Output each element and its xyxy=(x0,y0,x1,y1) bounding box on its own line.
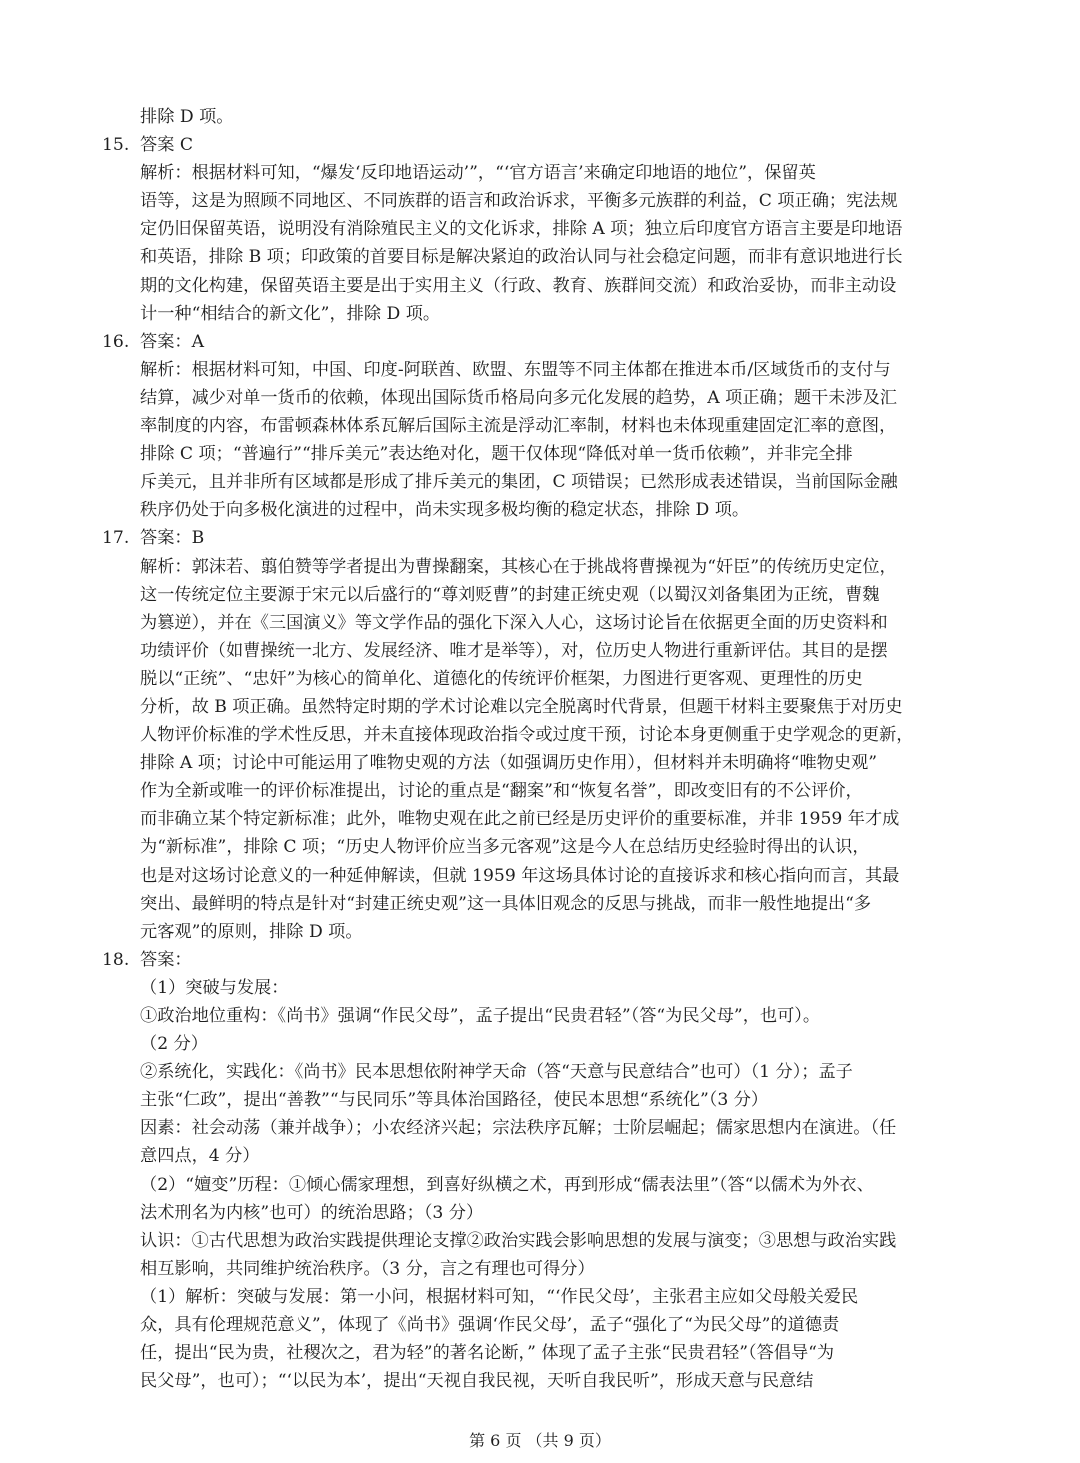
question-number: 18. xyxy=(102,949,130,970)
text-line xyxy=(102,1339,982,1367)
line-text: 解析：根据材料可知，中国、印度-阿联酋、欧盟、东盟等不同主体都在推进本币/区域货币的支付与 xyxy=(140,359,891,380)
line-text: 排除 A 项；讨论中可能运用了唯物史观的方法（如强调历史作用），但材料并未明确将“唯物史观” xyxy=(140,753,878,774)
line-text: 民父母”，也可）；“‘以民为本’，提出“天视自我民视，天听自我民听”，形成天意与民意结 xyxy=(140,1371,814,1392)
text-line xyxy=(102,468,982,496)
line-text: 斥美元，且并非所有区域都是形成了排斥美元的集团，C 项错误；已然形成表述错误，当前国际金融 xyxy=(140,472,898,493)
line-text: 任，提出“民为贵，社稷次之，君为轻”的著名论断，” 体现了孟子主张“民贵君轻”（答倡导“为 xyxy=(140,1343,835,1364)
line-text: 答案：B xyxy=(140,528,205,549)
line-text: 这一传统定位主要源于宋元以后盛行的“尊刘贬曹”的封建正统史观（以蜀汉刘备集团为正统，曹魏 xyxy=(140,584,880,605)
text-line xyxy=(102,1199,982,1227)
line-text: 定仍旧保留英语，说明没有消除殖民主义的文化诉求，排除 A 项；独立后印度官方语言主要是印地语 xyxy=(140,219,903,240)
line-text: 为篡逆），并在《三国演义》等文学作品的强化下深入人心，这场讨论旨在依据更全面的历史资料和 xyxy=(140,612,888,633)
line-text: 解析：郭沫若、翦伯赞等学者提出为曹操翻案，其核心在于挑战将曹操视为“奸臣”的传统历史定位， xyxy=(140,556,897,577)
line-text: 意四点，4 分） xyxy=(140,1146,260,1167)
text-line xyxy=(102,356,982,384)
line-text: 计一种“相结合的新文化”，排除 D 项。 xyxy=(140,303,441,324)
line-text: （1）解析：突破与发展：第一小问，根据材料可知，“‘作民父母’，主张君主应如父母般关爱民 xyxy=(140,1286,859,1307)
text-line xyxy=(102,1030,982,1058)
line-text: 答案： xyxy=(140,949,192,970)
text-line xyxy=(102,749,982,777)
line-text: 法术刑名为内核”也可）的统治思路；（3 分） xyxy=(140,1202,484,1223)
text-line xyxy=(102,1255,982,1283)
line-text: 相互影响，共同维护统治秩序。（3 分，言之有理也可得分） xyxy=(140,1258,595,1279)
text-line xyxy=(102,553,982,581)
text-line xyxy=(102,805,982,833)
text-line xyxy=(102,384,982,412)
line-text: 答案 C xyxy=(140,135,193,156)
text-line xyxy=(102,215,982,243)
question-header-line xyxy=(102,328,982,356)
text-line xyxy=(102,1114,982,1142)
line-text: 认识：①古代思想为政治实践提供理论支撑②政治实践会影响思想的发展与演变；③思想与政治实践 xyxy=(140,1230,897,1251)
text-line xyxy=(102,1367,982,1395)
page-footer: 第 6 页 （共 9 页） xyxy=(469,1431,611,1450)
line-text: 也是对这场讨论意义的一种延伸解读，但就 1959 年这场具体讨论的直接诉求和核心指向而言，其最 xyxy=(140,865,900,886)
text-line xyxy=(102,637,982,665)
line-text: 秩序仍处于向多极化演进的过程中，尚未实现多极均衡的稳定状态，排除 D 项。 xyxy=(140,500,750,521)
text-line xyxy=(102,159,982,187)
answer-explanations xyxy=(102,103,982,1395)
text-line xyxy=(102,1171,982,1199)
line-text: 排除 C 项；“普遍行”“排斥美元”表达绝对化，题干仅体现“降低对单一货币依赖”，并非完全排 xyxy=(140,444,853,465)
text-line xyxy=(102,890,982,918)
text-line xyxy=(102,272,982,300)
question-number: 16. xyxy=(102,331,130,352)
line-text: ②系统化，实践化：《尚书》民本思想依附神学天命（答“天意与民意结合”也可）（1 分）；孟子 xyxy=(140,1062,853,1083)
line-text: 作为全新或唯一的评价标准提出，讨论的重点是“翻案”和“恢复名誉”，即改变旧有的不公评价， xyxy=(140,781,863,802)
line-text: 而非确立某个特定新标准；此外，唯物史观在此之前已经是历史评价的重要标准，并非 1959 年才成 xyxy=(140,809,900,830)
text-line xyxy=(102,862,982,890)
line-text: 答案：A xyxy=(140,331,204,352)
line-text: 突出、最鲜明的特点是针对“封建正统史观”这一具体旧观念的反思与挑战，而非一般性地提出“多 xyxy=(140,893,872,914)
text-line xyxy=(102,1002,982,1030)
line-text: （1）突破与发展： xyxy=(140,977,289,998)
text-line xyxy=(102,187,982,215)
line-text: （2）“嬗变”历程：①倾心儒家理想，到喜好纵横之术，再到形成“儒表法里”（答“以儒术为外衣、 xyxy=(140,1174,874,1195)
text-line xyxy=(102,609,982,637)
line-text: 语等，这是为照顾不同地区、不同族群的语言和政治诉求，平衡多元族群的利益，C 项正确；宪法规 xyxy=(140,191,898,212)
text-line xyxy=(102,1311,982,1339)
line-text: 和英语，排除 B 项；印政策的首要目标是解决紧迫的政治认同与社会稳定问题，而非有意识地进行长 xyxy=(140,247,903,268)
text-line xyxy=(102,440,982,468)
text-line xyxy=(102,693,982,721)
text-line xyxy=(102,103,982,131)
text-line xyxy=(102,777,982,805)
line-text: 主张“仁政”，提出“善教”“与民同乐”等具体治国路径，使民本思想“系统化”（3 分） xyxy=(140,1090,769,1111)
text-line xyxy=(102,918,982,946)
text-line xyxy=(102,300,982,328)
line-text: 分析，故 B 项正确。虽然特定时期的学术讨论难以完全脱离时代背景，但题干材料主要聚焦于对历史 xyxy=(140,696,903,717)
question-header-line xyxy=(102,524,982,552)
line-text: （2 分） xyxy=(140,1034,208,1055)
text-line xyxy=(102,1142,982,1170)
text-line xyxy=(102,833,982,861)
text-line xyxy=(102,721,982,749)
question-number: 15. xyxy=(102,135,130,156)
question-header-line xyxy=(102,946,982,974)
line-text: 功绩评价（如曹操统一北方、发展经济、唯才是举等），对，位历史人物进行重新评估。其目的是摆 xyxy=(140,640,888,661)
text-line xyxy=(102,974,982,1002)
text-line xyxy=(102,1283,982,1311)
text-line xyxy=(102,1058,982,1086)
line-text: 因素：社会动荡（兼并战争）；小农经济兴起；宗法秩序瓦解；士阶层崛起；儒家思想内在演进。（任 xyxy=(140,1118,897,1139)
line-text: 解析：根据材料可知，“爆发‘反印地语运动’”，“‘官方语言’来确定印地语的地位”，保留英 xyxy=(140,163,816,184)
line-text: 排除 D 项。 xyxy=(140,107,234,127)
text-line xyxy=(102,1086,982,1114)
text-line xyxy=(102,496,982,524)
line-text: 期的文化构建，保留英语主要是出于实用主义（行政、教育、族群间交流）和政治妥协，而非主动设 xyxy=(140,275,897,296)
line-text: 元客观”的原则，排除 D 项。 xyxy=(140,921,363,942)
text-line xyxy=(102,1227,982,1255)
text-line xyxy=(102,581,982,609)
line-text: 结算，减少对单一货币的依赖，体现出国际货币格局向多元化发展的趋势，A 项正确；题干未涉及汇 xyxy=(140,387,897,408)
line-text: ①政治地位重构：《尚书》强调“作民父母”，孟子提出“民贵君轻”（答“为民父母”，也可）。 xyxy=(140,1006,821,1026)
text-line xyxy=(102,243,982,271)
question-header-line xyxy=(102,131,982,159)
line-text: 脱以“正统”、“忠奸”为核心的简单化、道德化的传统评价框架，力图进行更客观、更理性的历史 xyxy=(140,668,863,689)
line-text: 率制度的内容，布雷顿森林体系瓦解后国际主流是浮动汇率制，材料也未体现重建固定汇率的意图， xyxy=(140,416,897,437)
text-line xyxy=(102,412,982,440)
line-text: 为“新标准”，排除 C 项；“历史人物评价应当多元客观”这是今人在总结历史经验时得出的认识， xyxy=(140,837,870,858)
question-number: 17. xyxy=(102,528,130,549)
line-text: 众，具有伦理规范意义”，体现了《尚书》强调‘作民父母’，孟子“强化了“为民父母”的道德责 xyxy=(140,1315,840,1336)
line-text: 人物评价标准的学术性反思，并未直接体现政治指令或过度干预，讨论本身更侧重于史学观念的更新， xyxy=(140,725,914,746)
text-line xyxy=(102,665,982,693)
